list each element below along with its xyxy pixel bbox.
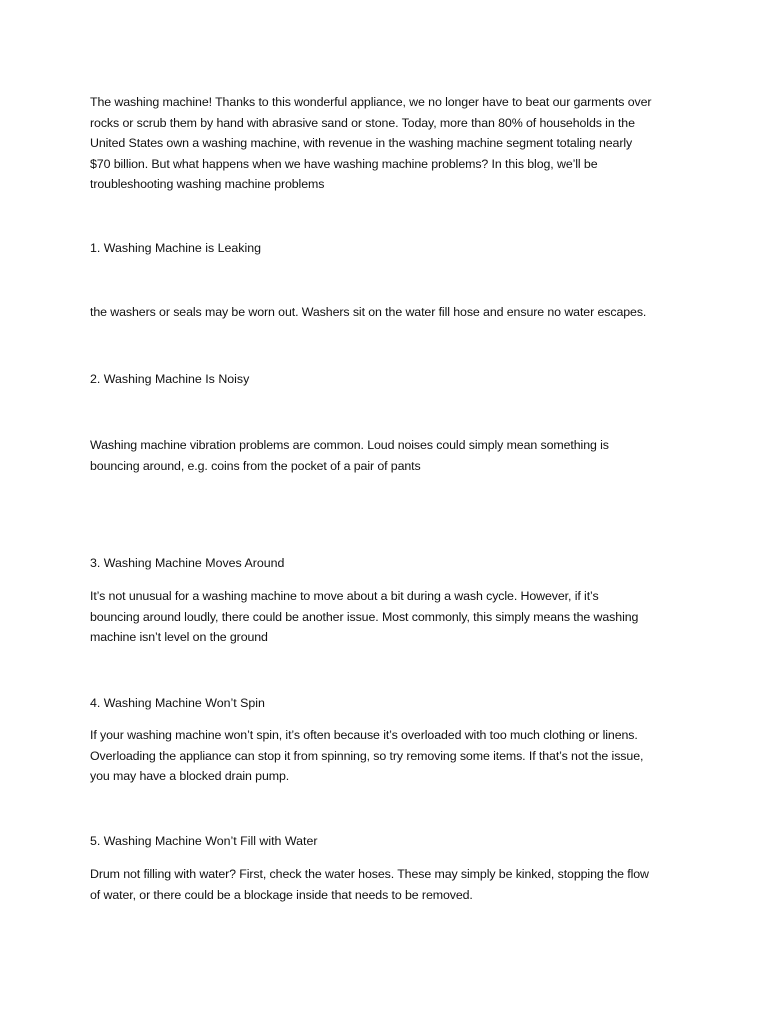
section-body-wont-fill: Drum not filling with water? First, check the water hoses. These may simply be kinked, stopping the flow of water, or there could be a blockage inside that needs to be removed. <box>90 867 649 902</box>
section-body-wont-spin: If your washing machine won’t spin, it’s often because it’s overloaded with too much clothing or linens. Overloading the appliance can stop it from spinning, so try removing some items. If that’s not the issue, you may have a blocked drain pump. <box>90 728 644 783</box>
section-heading-moves: 3. Washing Machine Moves Around <box>90 556 285 570</box>
section-body-noisy: Washing machine vibration problems are common. Loud noises could simply mean something is bouncing around, e.g. coins from the pocket of a pair of pants <box>90 438 609 473</box>
section-heading-noisy: 2. Washing Machine Is Noisy <box>90 372 250 386</box>
section-heading-leaking: 1. Washing Machine is Leaking <box>90 241 262 255</box>
section-body-moves: It’s not unusual for a washing machine to move about a bit during a wash cycle. However, if it’s bouncing around loudly, there could be another issue. Most commonly, this simply means the washing machine isn’t level on the ground <box>90 589 639 644</box>
intro-paragraph: The washing machine! Thanks to this wonderful appliance, we no longer have to beat our garments over rocks or scrub them by hand with abrasive sand or stone. Today, more than 80% of households in the United States own a washing machine, with revenue in the washing machine segment totaling nearly $70 billion. But what happens when we have washing machine problems? In this blog, we’ll be troubleshooting washing machine problems <box>90 95 652 191</box>
section-heading-wont-spin: 4. Washing Machine Won’t Spin <box>90 696 265 710</box>
section-body-leaking: the washers or seals may be worn out. Washers sit on the water fill hose and ensure no water escapes. <box>90 305 647 319</box>
section-heading-wont-fill: 5. Washing Machine Won’t Fill with Water <box>90 834 318 848</box>
